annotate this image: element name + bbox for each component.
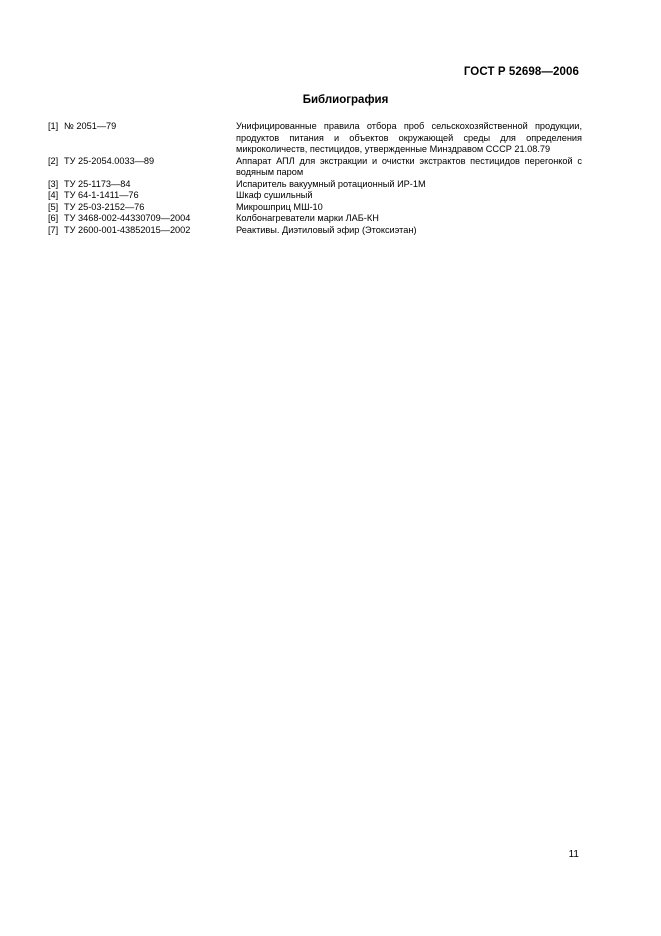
entry-number: [6] xyxy=(48,213,59,223)
entry-description: Реактивы. Диэтиловый эфир (Этоксиэтан) xyxy=(236,224,417,235)
bibliography-entry xyxy=(48,225,582,237)
bibliography-entry xyxy=(48,190,582,202)
bibliography-entry xyxy=(48,213,582,225)
entry-number: [1] xyxy=(48,121,59,131)
entry-reference: № 2051—79 xyxy=(64,121,117,131)
entry-number: [7] xyxy=(48,224,59,235)
entry-description: Шкаф сушильный xyxy=(236,190,313,200)
bibliography-entry xyxy=(48,179,582,191)
entry-reference: ТУ 25-1173—84 xyxy=(64,178,131,189)
document-header: ГОСТ Р 52698—2006 xyxy=(463,66,579,78)
entry-reference: ТУ 25-2054.0033—89 xyxy=(64,155,155,166)
section-title: Библиография xyxy=(302,94,389,106)
bibliography-entry xyxy=(48,156,582,179)
entry-description: Аппарат АПЛ для экстракции и очистки экстрактов пестицидов перегонкой с водяным паром xyxy=(236,155,582,177)
entry-reference: ТУ 3468-002-44330709—2004 xyxy=(64,213,191,223)
entry-reference: ТУ 25-03-2152—76 xyxy=(64,201,145,212)
entry-description: Колбонагреватели марки ЛАБ-КН xyxy=(236,213,379,223)
entry-number: [2] xyxy=(48,155,59,166)
entry-description: Унифицированные правила отбора проб сельскохозяйственной продукции, продуктов питания и объектов окружающей среды для определения микроколичеств, пестицидов, утвержденные Минздравом СССР 21.08.79 xyxy=(236,121,582,154)
bibliography-entry xyxy=(48,121,582,156)
entry-number: [3] xyxy=(48,178,59,189)
bibliography-list xyxy=(48,121,582,236)
entry-description: Испаритель вакуумный ротационный ИР-1М xyxy=(236,178,426,189)
entry-reference: ТУ 2600-001-43852015—2002 xyxy=(64,224,191,235)
entry-number: [4] xyxy=(48,190,59,200)
entry-number: [5] xyxy=(48,201,59,212)
page-number: 11 xyxy=(568,849,579,860)
entry-description: Микрошприц МШ-10 xyxy=(236,201,323,212)
entry-reference: ТУ 64-1-1411—76 xyxy=(64,190,139,200)
bibliography-entry xyxy=(48,202,582,214)
